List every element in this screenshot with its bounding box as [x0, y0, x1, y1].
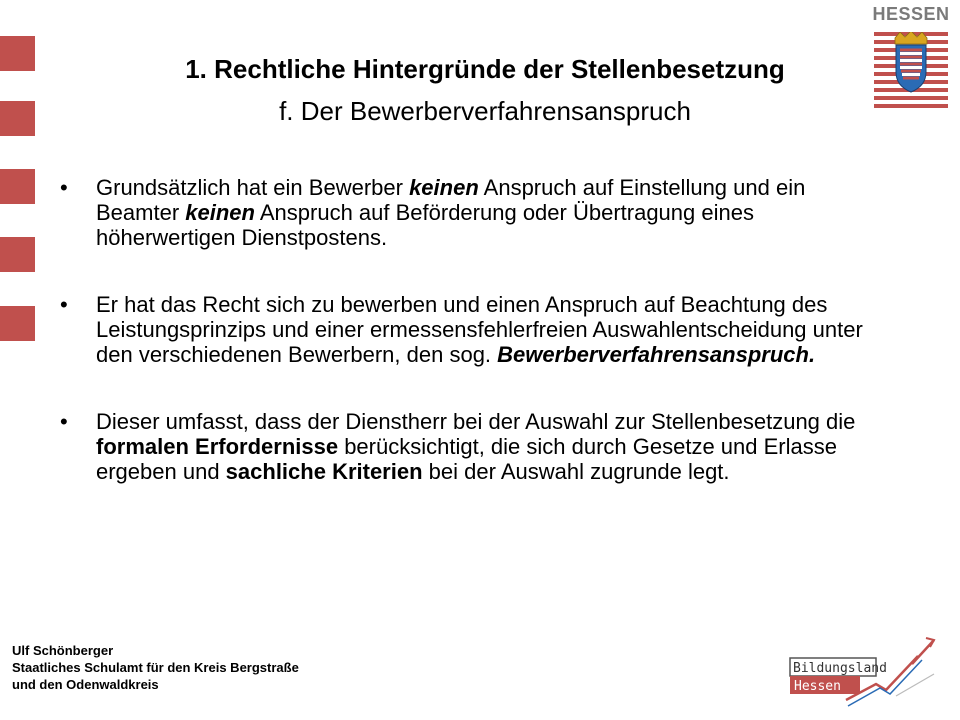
side-decoration-square — [0, 36, 35, 71]
page-subtitle: f. Der Bewerberverfahrensanspruch — [279, 96, 691, 126]
emphasis-text: keinen — [185, 200, 255, 225]
footer-region: und den Odenwaldkreis — [12, 677, 159, 692]
bullet-text: bei der Auswahl zugrunde legt. — [422, 459, 730, 484]
bold-text: formalen Erfordernisse — [96, 434, 339, 459]
bullet-text: Er hat das Recht sich zu bewerben und einen Anspruch auf Beachtung des Leistungsprinzips und einer ermessensfehlerfreien Auswahlentscheidung unter den verschiedenen Bewerbern, den sog. — [96, 292, 863, 367]
bullet-text: Anspruch auf Beförderung oder Übertragung eines höherwertigen Dienstpostens. — [96, 200, 754, 250]
side-decoration-square — [0, 101, 35, 136]
side-decoration-square — [0, 306, 35, 341]
bullet-list — [60, 175, 890, 526]
bildungsland-label: Bildungsland — [793, 661, 887, 676]
bullet-symbol: • — [60, 175, 68, 200]
bullet-text: Dieser umfasst, dass der Dienstherr bei der Auswahl zur Stellenbesetzung die — [96, 409, 856, 434]
bullet-item — [60, 292, 890, 367]
hessen-wordmark: HESSEN — [872, 4, 950, 24]
bildungsland-logo — [786, 634, 936, 714]
bullet-item — [60, 409, 890, 484]
bullet-text: berücksichtigt, die sich durch Gesetze und Erlasse ergeben und — [96, 434, 837, 484]
bullet-text: Anspruch auf Einstellung und ein Beamter — [96, 175, 806, 225]
side-decoration-square — [0, 237, 35, 272]
footer-author — [12, 642, 299, 693]
bold-text: sachliche Kriterien — [225, 459, 423, 484]
bullet-item — [60, 175, 890, 250]
bildungsland-hessen-label: Hessen — [794, 679, 841, 694]
bullet-symbol: • — [60, 292, 68, 317]
bullet-symbol: • — [60, 409, 68, 434]
emphasis-text: keinen — [409, 175, 479, 200]
side-decoration-square — [0, 169, 35, 204]
emphasis-text: Bewerberverfahrensanspruch. — [497, 342, 816, 367]
footer-office: Staatliches Schulamt für den Kreis Bergstraße — [12, 660, 299, 675]
page-title: 1. Rechtliche Hintergründe der Stellenbesetzung — [185, 54, 785, 84]
footer-name: Ulf Schönberger — [12, 643, 114, 658]
bullet-text: Grundsätzlich hat ein Bewerber — [96, 175, 410, 200]
